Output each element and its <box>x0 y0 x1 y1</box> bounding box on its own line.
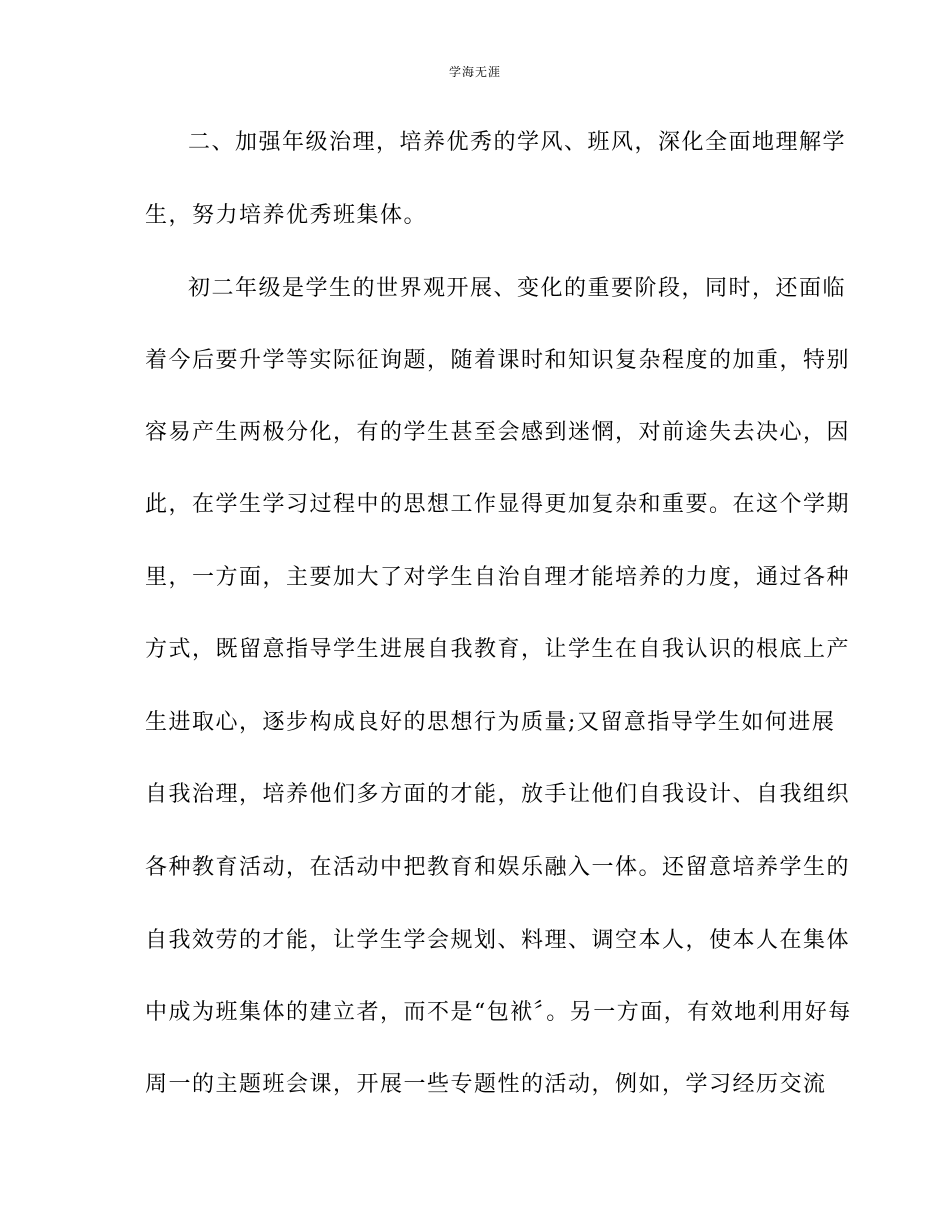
paragraph-line: 自我效劳的才能，让学生学会规划、料理、调空本人，使本人在集体 <box>145 928 851 953</box>
paragraph-line: 二、加强年级治理，培养优秀的学风、班风，深化全面地理解学 <box>188 130 847 155</box>
paragraph-line: 着今后要升学等实际征询题，随着课时和知识复杂程度的加重，特别 <box>145 348 851 373</box>
paragraph-line: 生，努力培养优秀班集体。 <box>145 203 428 228</box>
paragraph-line: 中成为班集体的建立者，而不是“包袱〞。另一方面，有效地利用好每 <box>145 1000 852 1025</box>
paragraph-line: 此，在学生学习过程中的思想工作显得更加复杂和重要。在这个学期 <box>145 492 851 517</box>
paragraph-line: 自我治理，培养他们多方面的才能，放手让他们自我设计、自我组织 <box>145 782 851 807</box>
paragraph-line: 生进取心，逐步构成良好的思想行为质量;又留意指导学生如何进展 <box>145 710 836 735</box>
paragraph-line: 方式，既留意指导学生进展自我教育，让学生在自我认识的根底上产 <box>145 637 851 662</box>
paragraph-line: 初二年级是学生的世界观开展、变化的重要阶段，同时，还面临 <box>188 276 847 301</box>
paragraph-line: 周一的主题班会课，开展一些专题性的活动，例如，学习经历交流 <box>145 1072 827 1097</box>
paragraph-line: 各种教育活动，在活动中把教育和娱乐融入一体。还留意培养学生的 <box>145 855 851 880</box>
paragraph-line: 容易产生两极分化，有的学生甚至会感到迷惘，对前途失去决心，因 <box>145 420 851 445</box>
page-header: 学海无涯 <box>448 65 501 79</box>
paragraph-line: 里，一方面，主要加大了对学生自治自理才能培养的力度，通过各种 <box>145 565 851 590</box>
